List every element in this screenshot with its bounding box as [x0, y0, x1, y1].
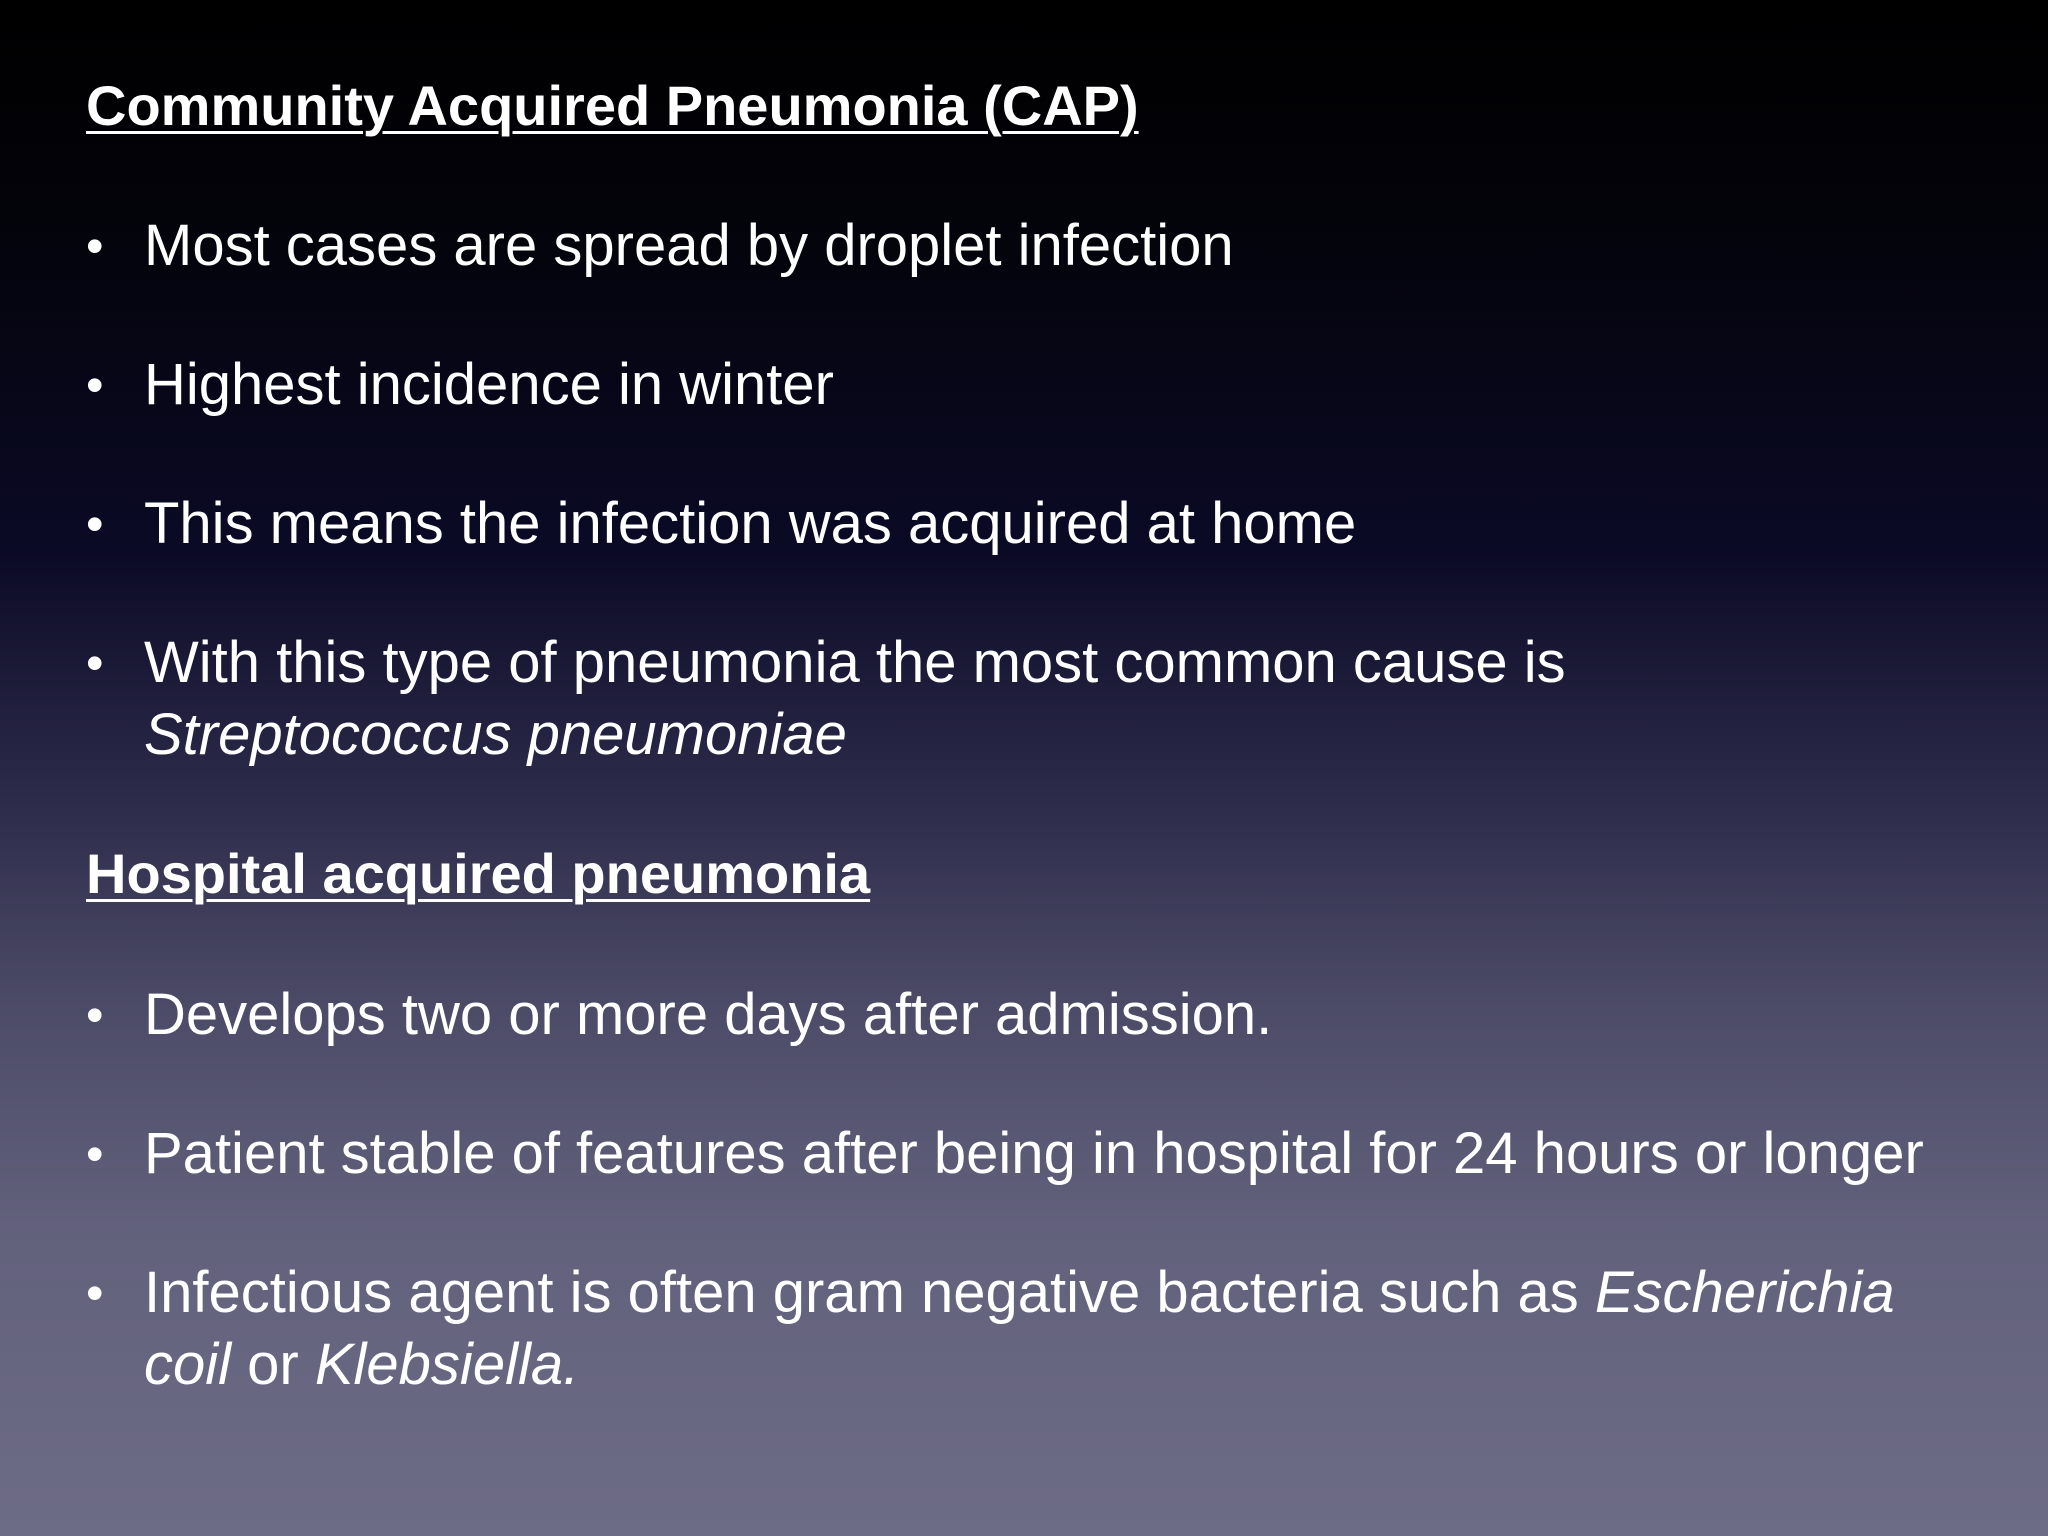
bullet-glyph: • — [86, 496, 104, 552]
bullet-line-text: or — [231, 1332, 315, 1397]
section-heading-hospital: Hospital acquired pneumonia — [86, 842, 871, 905]
section-heading-cap: Community Acquired Pneumonia (CAP) — [86, 74, 1139, 137]
bullet-glyph: • — [86, 1126, 104, 1182]
bullet-text: Highest incidence in winter — [144, 352, 834, 417]
bullet-glyph: • — [86, 635, 104, 691]
bullet-line — [144, 1329, 1895, 1401]
bullet-text — [144, 1257, 1895, 1401]
organism-name: Streptococcus pneumoniae — [144, 702, 847, 767]
bullet-text: Patient stable of features after being in hospital for 24 hours or longer — [144, 1121, 1924, 1186]
bullet-text — [144, 627, 1566, 771]
bullet-glyph: • — [86, 987, 104, 1043]
bullet-line-text: Infectious agent is often gram negative bacteria such as — [144, 1260, 1595, 1325]
bullet-glyph: • — [86, 218, 104, 274]
bullet-line: With this type of pneumonia the most common cause is — [144, 630, 1566, 695]
bullet-text: Develops two or more days after admission. — [144, 982, 1273, 1047]
organism-name: Klebsiella. — [314, 1332, 580, 1397]
bullet-text: This means the infection was acquired at home — [144, 491, 1357, 556]
bullet-glyph: • — [86, 357, 104, 413]
bullet-text: Most cases are spread by droplet infection — [144, 213, 1234, 278]
organism-name: Escherichia — [1594, 1260, 1895, 1325]
bullet-glyph: • — [86, 1265, 104, 1321]
organism-name: coil — [144, 1332, 232, 1397]
bullet-line — [144, 1257, 1895, 1329]
